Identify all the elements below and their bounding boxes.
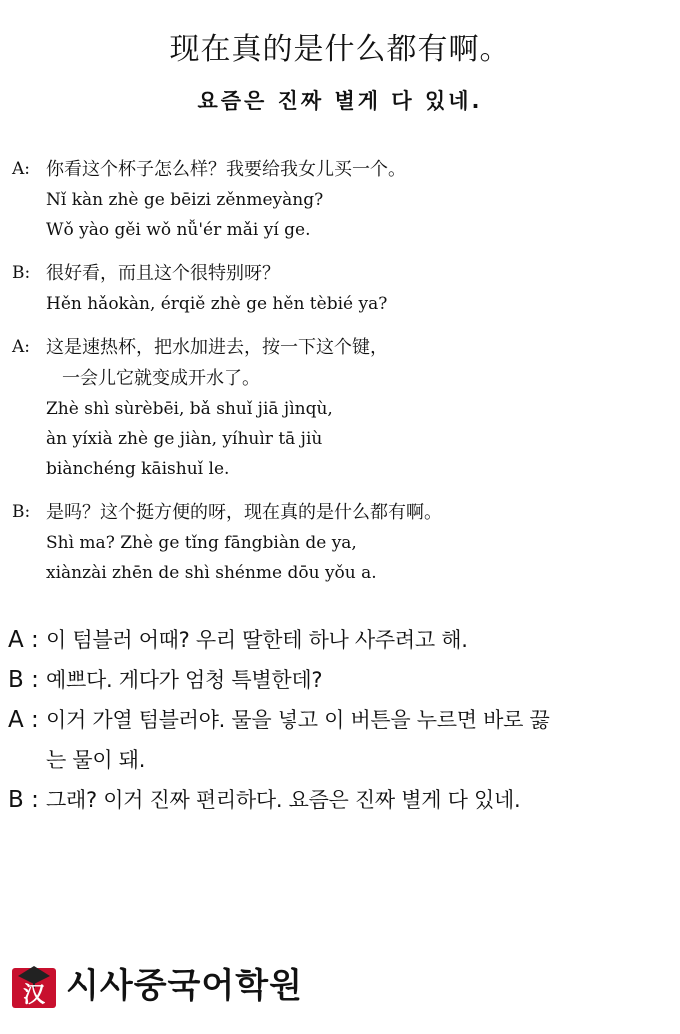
page-title-chinese: 现在真的是什么都有啊。	[169, 32, 511, 67]
speaker-label: A:	[12, 159, 31, 179]
korean-translation	[8, 620, 672, 820]
pinyin-line: Hěn hǎokàn, érqiě zhè ge hěn tèbié ya?	[46, 294, 388, 314]
translation-turn	[8, 660, 672, 700]
speaker-label: B :	[8, 787, 39, 813]
pinyin-line: Shì ma? Zhè ge tǐng fāngbiàn de ya,	[46, 533, 357, 553]
chinese-line: 很好看，而且这个很特别呀？	[46, 263, 280, 284]
speaker-label: A :	[8, 707, 39, 733]
chinese-line: 你看这个杯子怎么样？我要给我女儿买一个。	[46, 159, 406, 180]
speaker-label: B :	[8, 667, 39, 693]
pinyin-line: biànchéng kāishuǐ le.	[46, 459, 230, 479]
pinyin-line: Zhè shì sùrèbēi, bǎ shuǐ jiā jìnqù,	[46, 399, 333, 419]
speaker-label: B:	[12, 263, 31, 283]
dialog-turn	[12, 154, 672, 245]
korean-line: 그래? 이거 진짜 편리하다. 요즘은 진짜 별게 다 있네.	[46, 788, 521, 812]
chinese-line: 这是速热杯，把水加进去，按一下这个键，	[46, 337, 388, 358]
pinyin-line: Wǒ yào gěi wǒ nǚ'ér mǎi yí ge.	[46, 220, 311, 240]
dialog-turn	[12, 258, 672, 319]
translation-turn	[8, 620, 672, 660]
translation-turn	[8, 700, 672, 780]
speaker-label: A:	[12, 337, 31, 357]
dialog-turn	[12, 332, 672, 484]
academy-emblem-icon	[10, 962, 58, 1010]
speaker-label: B:	[12, 502, 31, 522]
pinyin-line: àn yíxià zhè ge jiàn, yíhuìr tā jiù	[46, 429, 323, 449]
korean-line: 는 물이 돼.	[46, 748, 146, 772]
dialog-turn	[12, 497, 672, 588]
pinyin-line: Nǐ kàn zhè ge bēizi zěnmeyàng?	[46, 190, 324, 210]
korean-line: 예쁘다. 게다가 엄청 특별한데?	[46, 668, 323, 692]
academy-emblem-glyph: 汉	[22, 982, 46, 1008]
korean-line: 이거 가열 텀블러야. 물을 넣고 이 버튼을 누르면 바로 끓	[46, 708, 550, 732]
translation-turn	[8, 780, 672, 820]
academy-name: 시사중국어학원	[66, 966, 303, 1006]
chinese-line: 是吗？这个挺方便的呀，现在真的是什么都有啊。	[46, 502, 442, 523]
academy-logo	[10, 962, 303, 1010]
speaker-label: A :	[8, 627, 39, 653]
korean-line: 이 텀블러 어때? 우리 딸한테 하나 사주려고 해.	[46, 628, 468, 652]
chinese-dialog	[12, 154, 672, 601]
chinese-line: 一会儿它就变成开水了。	[62, 368, 260, 389]
pinyin-line: xiànzài zhēn de shì shénme dōu yǒu a.	[46, 563, 377, 583]
page-title-korean: 요즘은 진짜 별게 다 있네.	[197, 89, 483, 113]
